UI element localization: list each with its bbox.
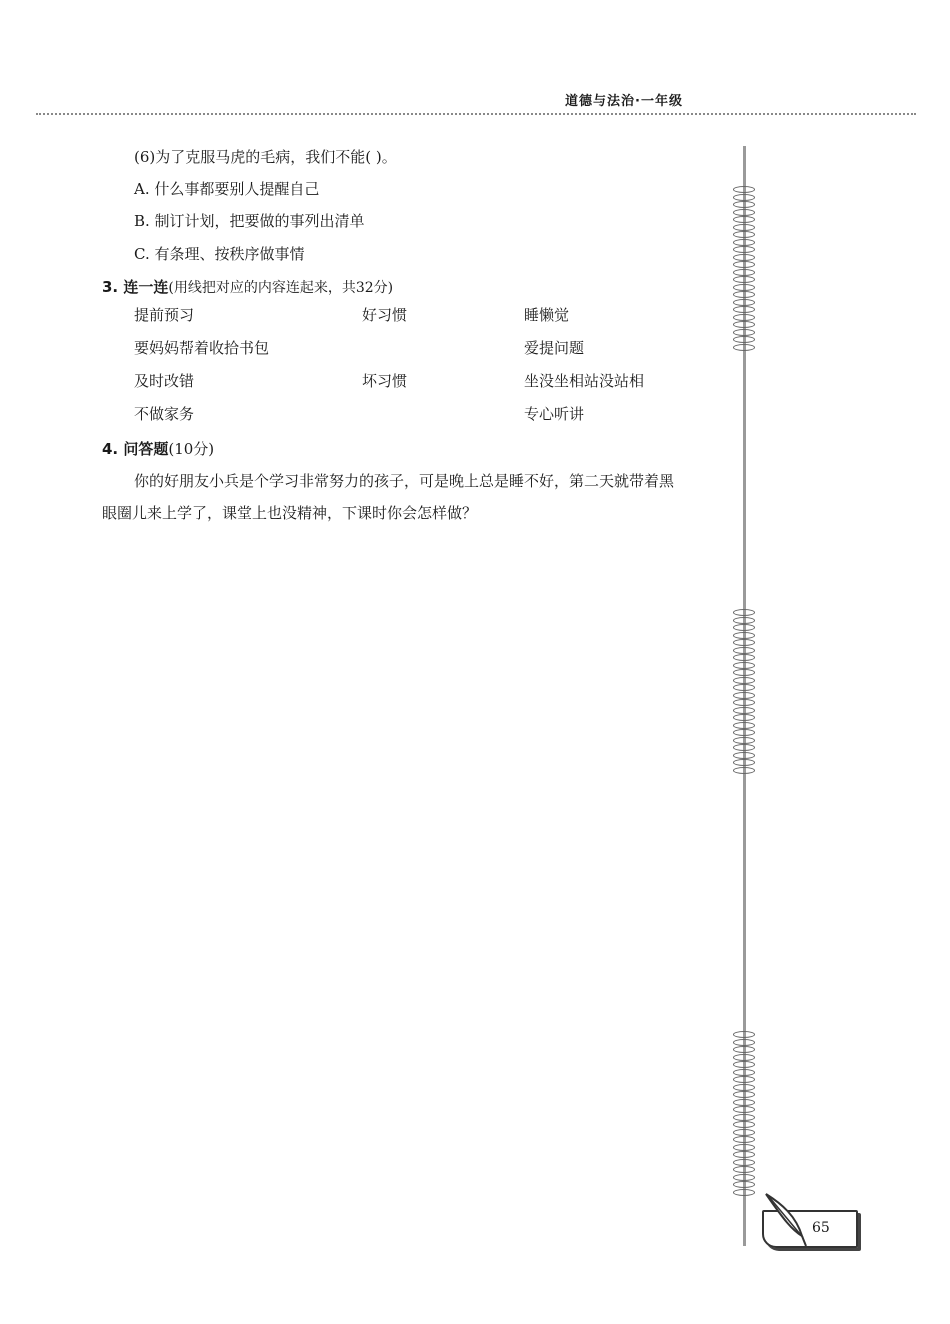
spiral-ring [733,1136,755,1143]
spiral-ring [733,1031,755,1038]
spiral-ring [733,246,755,253]
section-4-heading [102,438,214,459]
match-middle-column [362,299,407,431]
spiral-ring [733,617,755,624]
match-middle-item [362,332,407,365]
question-6-option-b: B. 制订计划，把要做的事列出清单 [134,212,365,230]
match-left-column [134,299,269,431]
spiral-ring [733,684,755,691]
spiral-ring [733,201,755,208]
section-4-note: (10分) [168,440,215,458]
spiral-ring [733,321,755,328]
section-4-title: 4. 问答题 [102,440,169,458]
spiral-ring [733,669,755,676]
spiral-ring [733,1181,755,1188]
match-middle-item [362,398,407,431]
spiral-ring [733,1166,755,1173]
question-6-option-c: C. 有条理、按秩序做事情 [134,245,305,263]
spiral-ring [733,291,755,298]
spiral-ring [733,314,755,321]
spiral-ring [733,752,755,759]
match-middle-item: 坏习惯 [362,372,408,390]
match-right-item: 专心听讲 [524,405,585,423]
match-right-item: 坐没坐相站没站相 [524,372,645,390]
spiral-ring [733,261,755,268]
match-left-item: 提前预习 [134,306,195,324]
spiral-ring [733,216,755,223]
spiral-ring [733,677,755,684]
page-number: 65 [812,1220,830,1236]
spiral-ring [733,1121,755,1128]
section-3-title: 3. 连一连 [102,278,169,296]
match-left-item: 及时改错 [134,372,195,390]
spiral-ring [733,692,755,699]
spiral-ring [733,254,755,261]
spiral-ring [733,344,755,351]
spiral-ring [733,306,755,313]
spiral-ring [733,299,755,306]
header-divider [36,113,916,115]
spiral-ring [733,624,755,631]
spiral-ring [733,639,755,646]
section-3-note: (用线把对应的内容连起来，共32分) [168,280,394,296]
spiral-ring [733,209,755,216]
spiral-ring [733,336,755,343]
spiral-ring [733,647,755,654]
spiral-ring [733,186,755,193]
spiral-ring [733,269,755,276]
match-right-column [524,299,644,431]
spiral-ring [733,1076,755,1083]
spiral-ring [733,1189,755,1196]
spiral-ring [733,276,755,283]
spiral-ring [733,1054,755,1061]
spiral-ring [733,1159,755,1166]
match-middle-item: 好习惯 [362,306,408,324]
spiral-ring [733,1114,755,1121]
spiral-rings-bottom [733,1031,755,1196]
spiral-ring [733,231,755,238]
spiral-ring [733,729,755,736]
spiral-ring [733,1174,755,1181]
spiral-ring [733,744,755,751]
spiral-ring [733,632,755,639]
spiral-ring [733,1046,755,1053]
question-6-stem: (6)为了克服马虎的毛病，我们不能( )。 [134,148,397,166]
spiral-ring [733,707,755,714]
spiral-ring [733,239,755,246]
spiral-ring [733,737,755,744]
spiral-ring [733,224,755,231]
spiral-ring [733,662,755,669]
spiral-ring [733,329,755,336]
match-left-item: 要妈妈帮着收拾书包 [134,339,270,357]
spiral-ring [733,654,755,661]
match-left-item: 不做家务 [134,405,195,423]
section-4-question-line-1: 你的好朋友小兵是个学习非常努力的孩子，可是晚上总是睡不好，第二天就带着黑 [134,472,675,490]
spiral-ring [733,194,755,201]
spiral-ring [733,1151,755,1158]
section-3-heading [102,276,393,297]
spiral-ring [733,1061,755,1068]
spiral-ring [733,722,755,729]
spiral-ring [733,1129,755,1136]
spiral-ring [733,1144,755,1151]
spiral-ring [733,1106,755,1113]
spiral-ring [733,1084,755,1091]
spiral-ring [733,714,755,721]
match-right-item: 爱提问题 [524,339,585,357]
spiral-ring [733,1091,755,1098]
spiral-ring [733,1069,755,1076]
spiral-rings-top [733,186,755,351]
quill-icon [762,1190,812,1250]
spiral-ring [733,1039,755,1046]
spiral-ring [733,284,755,291]
spiral-ring [733,767,755,774]
question-6-option-a: A. 什么事都要别人提醒自己 [134,180,320,198]
spiral-rings-middle [733,609,755,774]
spiral-ring [733,699,755,706]
spiral-ring [733,759,755,766]
page-header-title: 道德与法治·一年级 [565,94,683,109]
match-right-item: 睡懒觉 [524,306,570,324]
spiral-ring [733,1099,755,1106]
section-4-question-line-2: 眼圈儿来上学了，课堂上也没精神，下课时你会怎样做？ [102,504,478,522]
spiral-ring [733,609,755,616]
